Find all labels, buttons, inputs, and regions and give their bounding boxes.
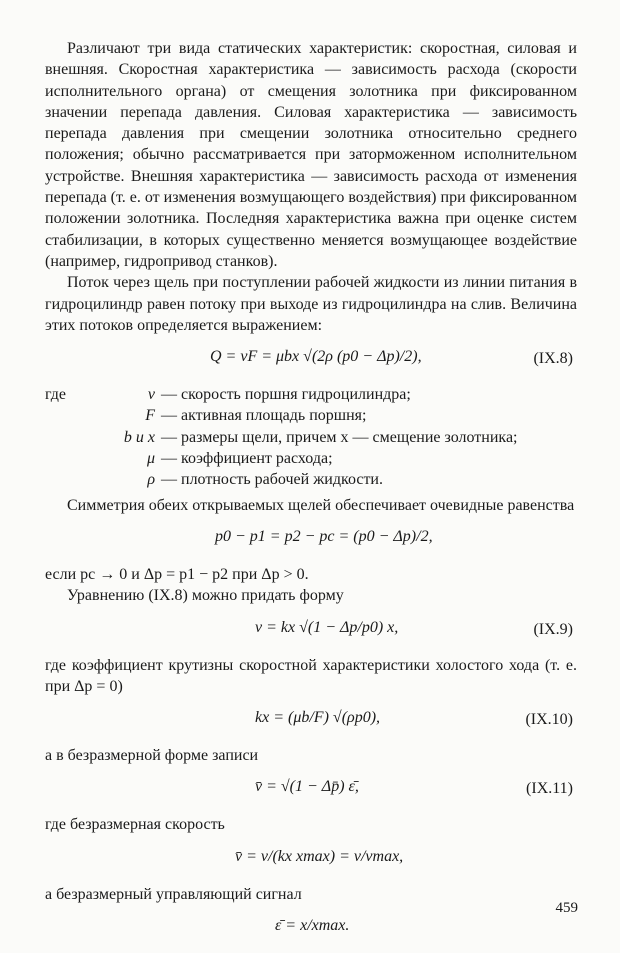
definition-text: — размеры щели, причем x — смещение золотника;	[161, 428, 518, 446]
definition-text: — активная площадь поршня;	[161, 407, 367, 425]
formula-ix10-number: (IX.10)	[525, 711, 573, 729]
page-body	[45, 38, 577, 953]
paragraph-dimensionless-form: а в безразмерной форме записи	[45, 747, 259, 765]
formula-ix10-expression: kx = (μb/F) √(ρp0),	[255, 709, 381, 727]
formula-ix11	[45, 770, 577, 810]
paragraph-slope-coefficient: где коэффициент крутизны скоростной характеристики холостого хода (т. е. при Δp = 0)	[45, 656, 577, 695]
formula-ix8-expression: Q = vF = μbx √(2ρ (p0 − Δp)/2),	[210, 348, 422, 366]
formula-ix8	[45, 340, 577, 380]
formula-ix10	[45, 701, 577, 741]
definition-text: — коэффициент расхода;	[161, 450, 333, 468]
paragraph-control-signal: а безразмерный управляющий сигнал	[45, 885, 302, 903]
definition-symbol: F	[145, 407, 155, 425]
definition-text: — плотность рабочей жидкости.	[161, 471, 383, 489]
paragraph-slot-flow: Поток через щель при поступлении рабочей жидкости из линии питания в гидроцилиндр равен потоку при выходе из гидроцилиндра на слив. Величина этих потоков определяется выражением:	[45, 274, 577, 334]
formula-ix9	[45, 611, 577, 651]
definition-row	[45, 469, 577, 490]
definition-row	[45, 384, 577, 405]
formula-pressure-equalities	[45, 520, 577, 560]
formula-ix9-number: (IX.9)	[533, 620, 573, 638]
definition-symbol: b и x	[123, 428, 155, 446]
paragraph-symmetry: Симметрия обеих открываемых щелей обеспечивает очевидные равенства	[67, 496, 575, 514]
definitions-lead: где	[45, 386, 67, 404]
paragraph-dimensionless-speed: где безразмерная скорость	[45, 816, 225, 834]
paragraph-form: Уравнению (IX.8) можно придать форму	[67, 587, 344, 605]
formula-ix8-number: (IX.8)	[533, 350, 573, 368]
definition-row	[45, 405, 577, 426]
definition-symbol: v	[147, 386, 155, 404]
definition-row	[45, 448, 577, 469]
definition-symbol: μ	[146, 450, 155, 468]
definitions-list	[45, 384, 577, 490]
formula-ix9-expression: v = kx √(1 − Δp/p0) x,	[255, 618, 399, 636]
formula-dimensionless-speed	[45, 840, 577, 880]
definition-text: — скорость поршня гидроцилиндра;	[161, 386, 411, 404]
paragraph-condition: если pc → 0 и Δp = p1 − p2 при Δp > 0.	[45, 565, 309, 583]
formula-pressure-expression: p0 − p1 = p2 − pc = (p0 − Δp)/2,	[215, 527, 433, 545]
formula-control-signal	[45, 909, 577, 949]
formula-ix11-number: (IX.11)	[526, 780, 573, 798]
paragraph-static-characteristics: Различают три вида статических характеристик: скоростная, силовая и внешняя. Скоростная характеристика — зависимость расхода (скорости исполнительного органа) от смещения золотника при фиксированном значении перепада давления. Силовая характеристика — зависимость перепада давления при смещении золотника относительно среднего положения; обычно рассматривается при заторможенном исполнительном устройстве. Внешняя характеристика — зависимость расхода от изменения перепада (т. е. от изменения возмущающего воздействия) при фиксированном положении золотника. Последняя характеристика важна при оценке систем стабилизации, в которых существенно меняется возмущающее воздействие (например, гидропривод станков).	[45, 40, 577, 270]
formula-speed-expression: v̄ = v/(kx xmax) = v/vmax,	[235, 847, 404, 865]
definition-row	[45, 427, 577, 448]
formula-ix11-expression: v̄ = √(1 − Δp̄) ε̄,	[255, 778, 359, 796]
page-number: 459	[555, 900, 578, 916]
formula-signal-expression: ε̄ = x/xmax.	[275, 917, 350, 935]
definition-symbol: ρ	[147, 471, 155, 489]
